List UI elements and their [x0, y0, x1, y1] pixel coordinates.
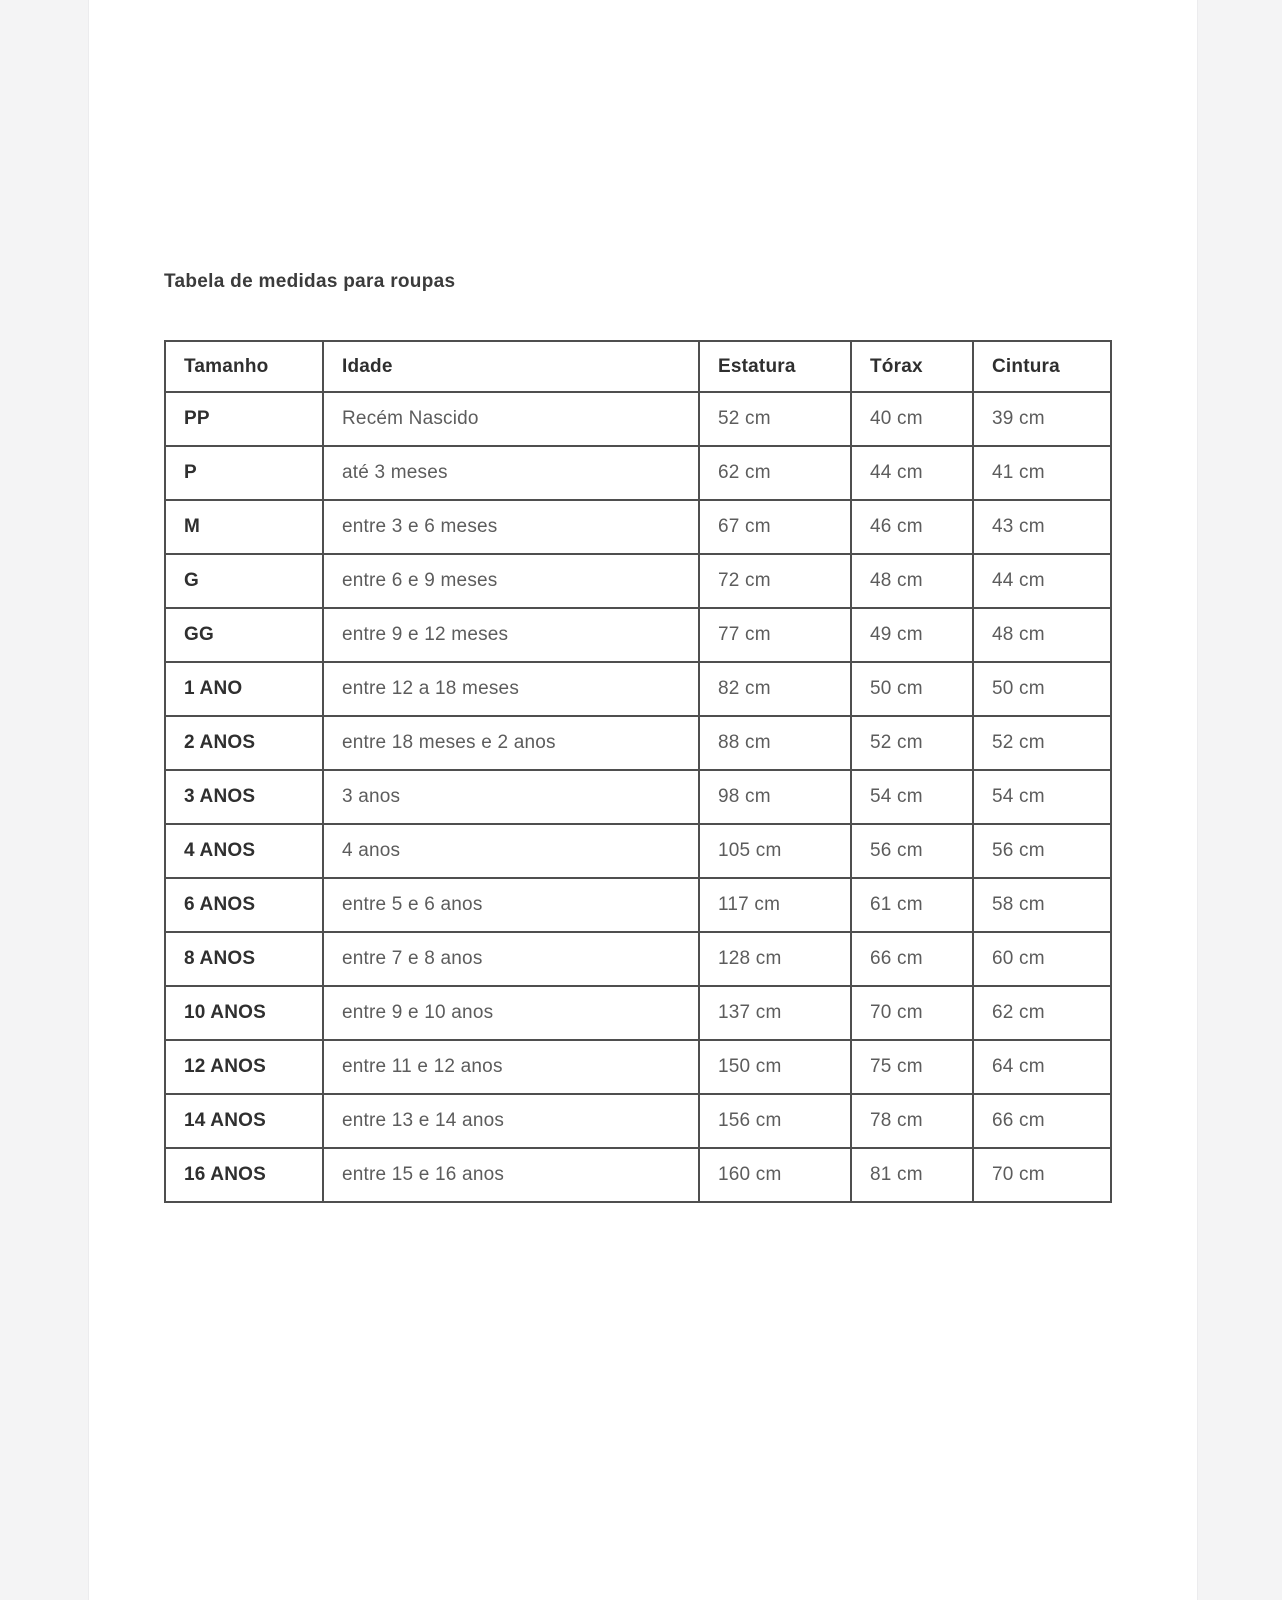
cell-estatura: 105 cm	[699, 824, 851, 878]
cell-idade: até 3 meses	[323, 446, 699, 500]
cell-cintura: 44 cm	[973, 554, 1111, 608]
cell-estatura: 88 cm	[699, 716, 851, 770]
cell-tamanho: G	[165, 554, 323, 608]
column-header-torax: Tórax	[851, 341, 973, 392]
table-row	[165, 392, 1111, 446]
table-row	[165, 662, 1111, 716]
cell-cintura: 41 cm	[973, 446, 1111, 500]
cell-cintura: 62 cm	[973, 986, 1111, 1040]
cell-estatura: 72 cm	[699, 554, 851, 608]
cell-tamanho: 12 ANOS	[165, 1040, 323, 1094]
table-row	[165, 878, 1111, 932]
cell-torax: 50 cm	[851, 662, 973, 716]
cell-estatura: 98 cm	[699, 770, 851, 824]
cell-cintura: 64 cm	[973, 1040, 1111, 1094]
table-row	[165, 824, 1111, 878]
cell-estatura: 67 cm	[699, 500, 851, 554]
cell-idade: entre 9 e 10 anos	[323, 986, 699, 1040]
cell-estatura: 82 cm	[699, 662, 851, 716]
left-gutter	[0, 0, 89, 1600]
cell-estatura: 62 cm	[699, 446, 851, 500]
cell-cintura: 48 cm	[973, 608, 1111, 662]
cell-tamanho: 1 ANO	[165, 662, 323, 716]
table-row	[165, 446, 1111, 500]
cell-torax: 56 cm	[851, 824, 973, 878]
cell-cintura: 60 cm	[973, 932, 1111, 986]
cell-tamanho: 10 ANOS	[165, 986, 323, 1040]
cell-torax: 61 cm	[851, 878, 973, 932]
cell-estatura: 52 cm	[699, 392, 851, 446]
cell-torax: 66 cm	[851, 932, 973, 986]
cell-cintura: 58 cm	[973, 878, 1111, 932]
cell-idade: entre 15 e 16 anos	[323, 1148, 699, 1202]
cell-torax: 40 cm	[851, 392, 973, 446]
cell-tamanho: 2 ANOS	[165, 716, 323, 770]
page-title: Tabela de medidas para roupas	[164, 271, 456, 292]
cell-torax: 48 cm	[851, 554, 973, 608]
table-row	[165, 932, 1111, 986]
cell-idade: entre 6 e 9 meses	[323, 554, 699, 608]
cell-tamanho: 4 ANOS	[165, 824, 323, 878]
cell-cintura: 70 cm	[973, 1148, 1111, 1202]
cell-cintura: 54 cm	[973, 770, 1111, 824]
cell-idade: entre 7 e 8 anos	[323, 932, 699, 986]
cell-tamanho: 3 ANOS	[165, 770, 323, 824]
cell-torax: 78 cm	[851, 1094, 973, 1148]
cell-cintura: 66 cm	[973, 1094, 1111, 1148]
cell-estatura: 128 cm	[699, 932, 851, 986]
table-row	[165, 986, 1111, 1040]
cell-estatura: 137 cm	[699, 986, 851, 1040]
cell-estatura: 77 cm	[699, 608, 851, 662]
cell-estatura: 156 cm	[699, 1094, 851, 1148]
column-header-estatura: Estatura	[699, 341, 851, 392]
cell-idade: entre 5 e 6 anos	[323, 878, 699, 932]
column-header-cintura: Cintura	[973, 341, 1111, 392]
table-header-row	[165, 341, 1111, 392]
table-row	[165, 500, 1111, 554]
column-header-tamanho: Tamanho	[165, 341, 323, 392]
cell-tamanho: 8 ANOS	[165, 932, 323, 986]
cell-estatura: 150 cm	[699, 1040, 851, 1094]
cell-estatura: 117 cm	[699, 878, 851, 932]
table-row	[165, 1094, 1111, 1148]
cell-idade: 4 anos	[323, 824, 699, 878]
cell-torax: 81 cm	[851, 1148, 973, 1202]
cell-idade: entre 12 a 18 meses	[323, 662, 699, 716]
cell-idade: entre 18 meses e 2 anos	[323, 716, 699, 770]
cell-idade: entre 11 e 12 anos	[323, 1040, 699, 1094]
cell-idade: Recém Nascido	[323, 392, 699, 446]
cell-tamanho: 16 ANOS	[165, 1148, 323, 1202]
table-row	[165, 1040, 1111, 1094]
cell-cintura: 56 cm	[973, 824, 1111, 878]
cell-cintura: 43 cm	[973, 500, 1111, 554]
cell-tamanho: M	[165, 500, 323, 554]
cell-cintura: 50 cm	[973, 662, 1111, 716]
cell-torax: 52 cm	[851, 716, 973, 770]
cell-cintura: 39 cm	[973, 392, 1111, 446]
right-gutter	[1197, 0, 1282, 1600]
cell-tamanho: 6 ANOS	[165, 878, 323, 932]
cell-idade: entre 3 e 6 meses	[323, 500, 699, 554]
cell-torax: 70 cm	[851, 986, 973, 1040]
cell-tamanho: PP	[165, 392, 323, 446]
size-chart-table	[164, 340, 1112, 1203]
table-row	[165, 1148, 1111, 1202]
table-row	[165, 770, 1111, 824]
cell-torax: 75 cm	[851, 1040, 973, 1094]
cell-torax: 44 cm	[851, 446, 973, 500]
cell-idade: entre 13 e 14 anos	[323, 1094, 699, 1148]
table-row	[165, 608, 1111, 662]
cell-tamanho: 14 ANOS	[165, 1094, 323, 1148]
cell-tamanho: GG	[165, 608, 323, 662]
cell-torax: 46 cm	[851, 500, 973, 554]
cell-tamanho: P	[165, 446, 323, 500]
cell-torax: 49 cm	[851, 608, 973, 662]
table-row	[165, 716, 1111, 770]
cell-torax: 54 cm	[851, 770, 973, 824]
cell-estatura: 160 cm	[699, 1148, 851, 1202]
cell-idade: 3 anos	[323, 770, 699, 824]
column-header-idade: Idade	[323, 341, 699, 392]
cell-idade: entre 9 e 12 meses	[323, 608, 699, 662]
table-row	[165, 554, 1111, 608]
cell-cintura: 52 cm	[973, 716, 1111, 770]
